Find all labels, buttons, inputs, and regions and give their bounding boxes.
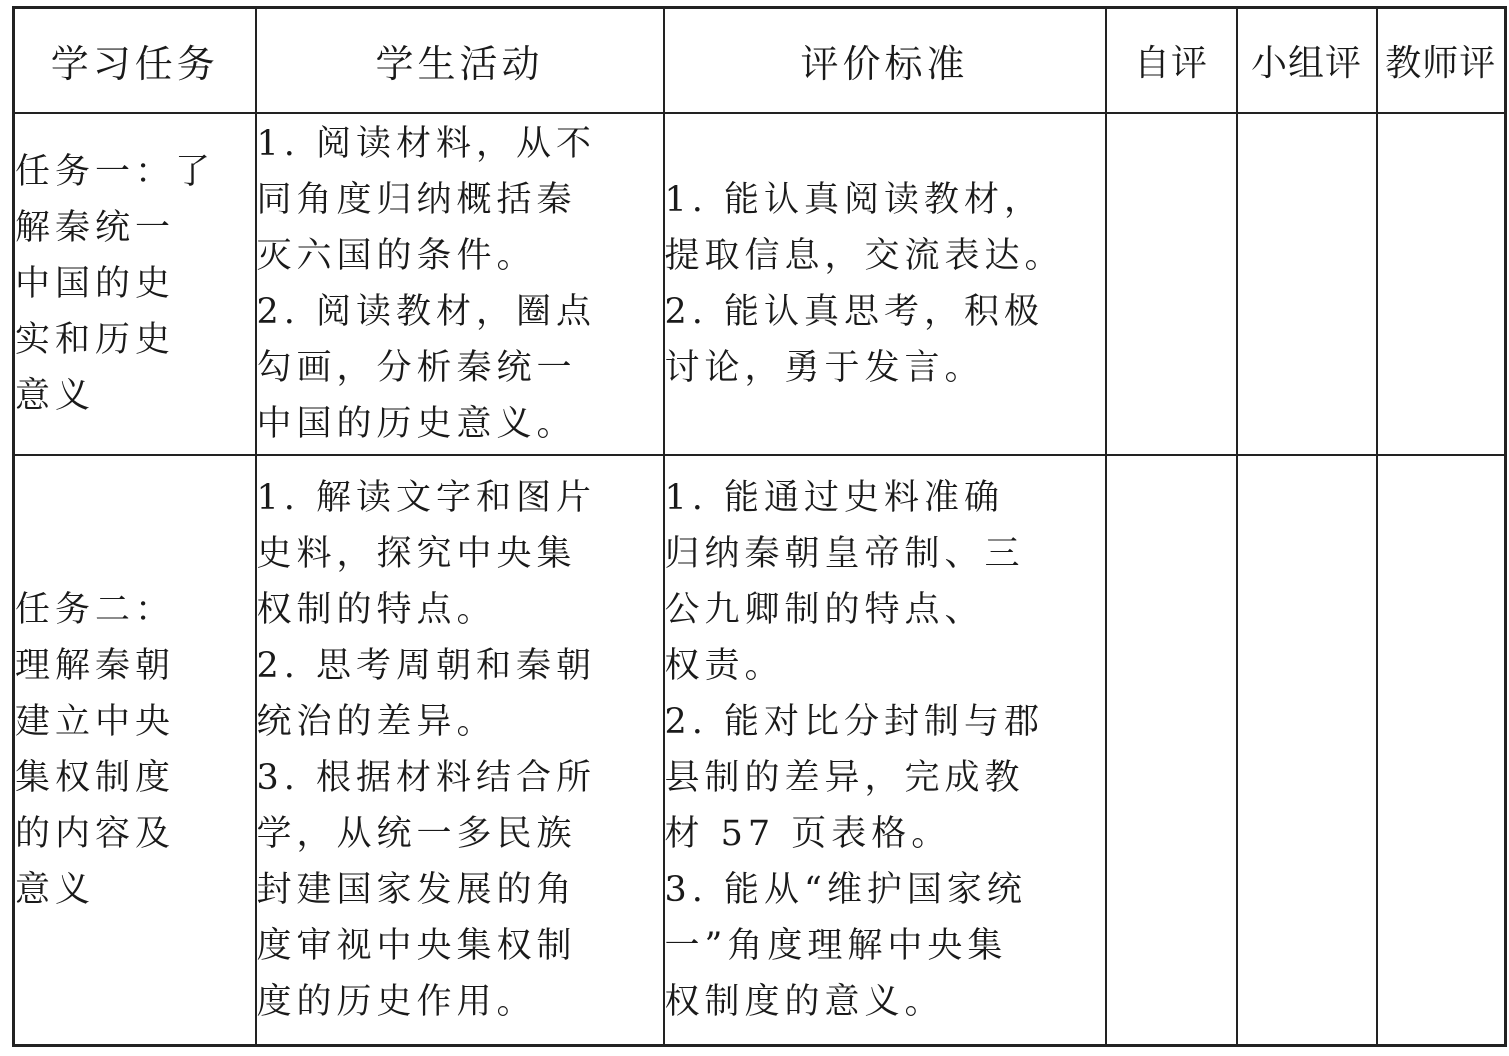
table-row: [14, 113, 1506, 455]
header-activity: 学生活动: [256, 8, 664, 114]
header-teacher-eval: 教师评: [1377, 8, 1506, 114]
header-row: [14, 8, 1506, 114]
teacher-eval-cell[interactable]: [1377, 113, 1506, 455]
header-self-eval: 自评: [1106, 8, 1237, 114]
teacher-eval-cell[interactable]: [1377, 455, 1506, 1046]
self-eval-cell[interactable]: [1106, 113, 1237, 455]
task-cell: 任务一：了 解秦统一 中国的史 实和历史 意义: [14, 113, 256, 455]
evaluation-rubric-table: [12, 6, 1507, 1047]
group-eval-cell[interactable]: [1237, 113, 1377, 455]
header-group-eval: 小组评: [1237, 8, 1377, 114]
task-cell: 任务二： 理解秦朝 建立中央 集权制度 的内容及 意义: [14, 455, 256, 1046]
activity-cell: 1. 阅读材料，从不 同角度归纳概括秦 灭六国的条件。 2. 阅读教材，圈点 勾画，分析秦统一 中国的历史意义。: [256, 113, 664, 455]
group-eval-cell[interactable]: [1237, 455, 1377, 1046]
standard-cell: 1. 能通过史料准确 归纳秦朝皇帝制、三 公九卿制的特点、 权责。 2. 能对比分封制与郡 县制的差异，完成教 材 57 页表格。 3. 能从“维护国家统 一”角度理解中央集 权制度的意义。: [664, 455, 1106, 1046]
table-row: [14, 455, 1506, 1046]
standard-cell: 1. 能认真阅读教材， 提取信息，交流表达。 2. 能认真思考，积极 讨论，勇于发言。: [664, 113, 1106, 455]
activity-cell: 1. 解读文字和图片 史料，探究中央集 权制的特点。 2. 思考周朝和秦朝 统治的差异。 3. 根据材料结合所 学，从统一多民族 封建国家发展的角 度审视中央集权制 度的历史作用。: [256, 455, 664, 1046]
header-standard: 评价标准: [664, 8, 1106, 114]
header-task: 学习任务: [14, 8, 256, 114]
self-eval-cell[interactable]: [1106, 455, 1237, 1046]
